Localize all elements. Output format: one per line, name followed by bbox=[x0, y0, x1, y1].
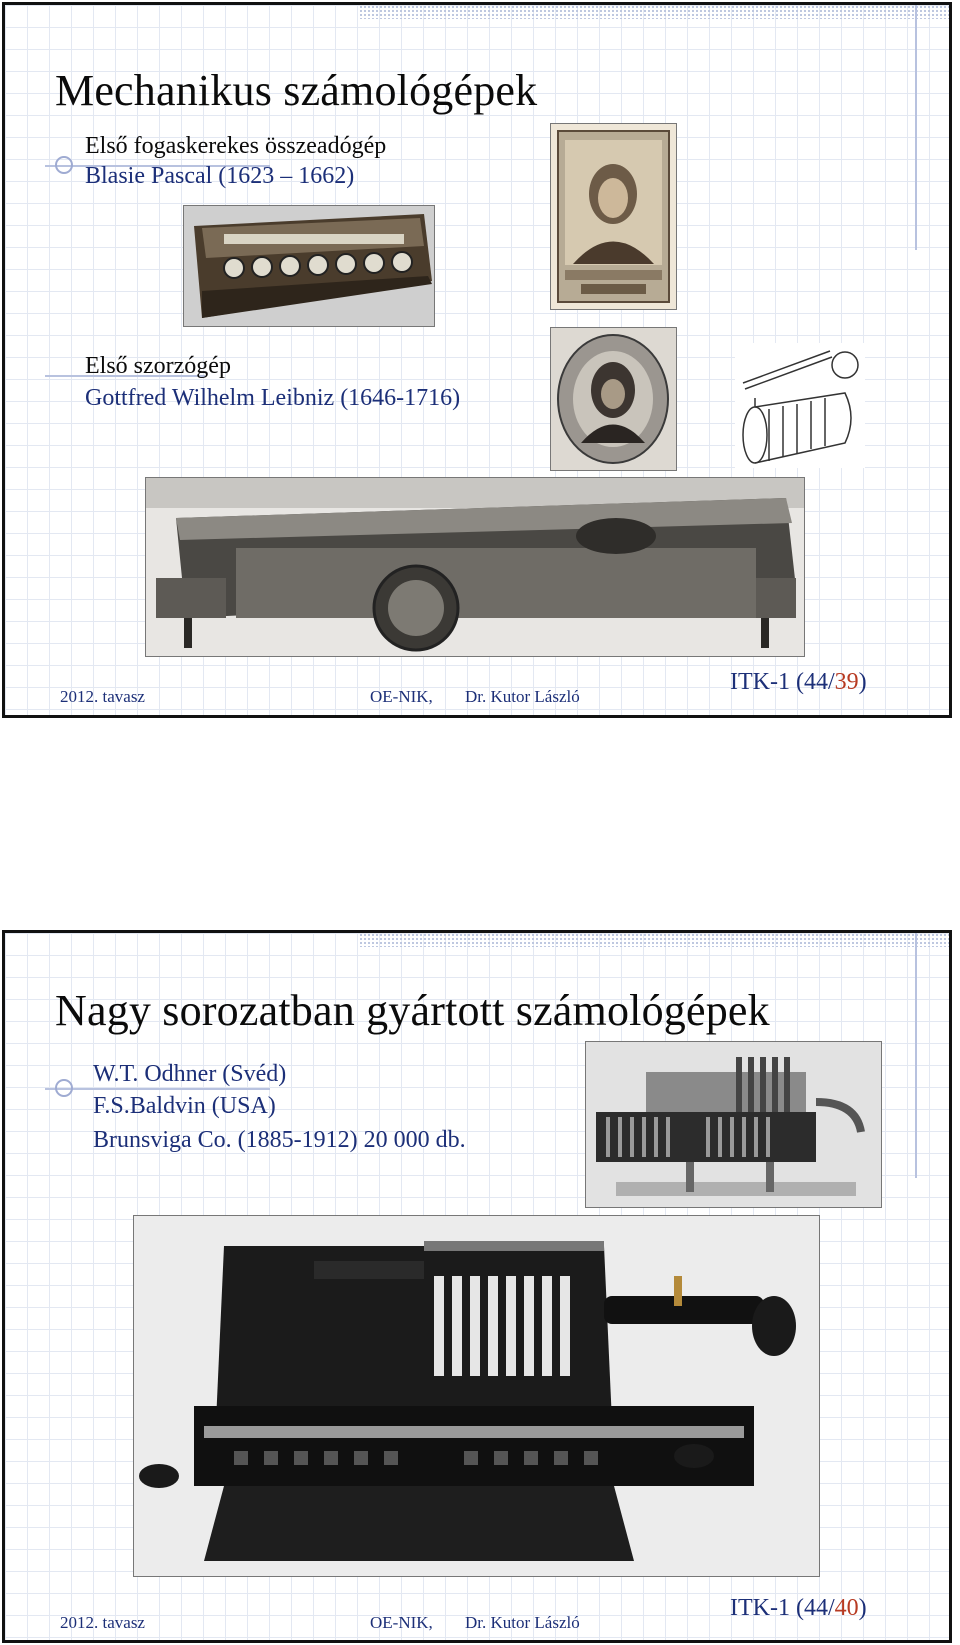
odhner-calculator-photo bbox=[133, 1215, 820, 1577]
decorative-vertical-line bbox=[915, 5, 917, 250]
decorative-circle-icon bbox=[55, 156, 73, 174]
manufacturer-line: Brunsviga Co. (1885-1912) 20 000 db. bbox=[93, 1127, 466, 1153]
page-number: ITK-1 (44/40) bbox=[730, 1595, 867, 1621]
leibniz-portrait-medallion bbox=[550, 327, 677, 471]
stepped-drum-diagram bbox=[735, 343, 865, 468]
footer-institution: OE-NIK, bbox=[370, 687, 433, 706]
subheading: Első fogaskerekes összeadógép bbox=[85, 133, 387, 159]
decorative-vertical-line bbox=[915, 933, 917, 1178]
decorative-dot-band bbox=[359, 5, 949, 19]
page-number: ITK-1 (44/39) bbox=[730, 669, 867, 695]
decorative-horizontal-line bbox=[45, 1088, 270, 1090]
footer-author: Dr. Kutor László bbox=[465, 687, 580, 706]
subheading: Első szorzógép bbox=[85, 353, 231, 379]
inventor-line: Blasie Pascal (1623 – 1662) bbox=[85, 163, 355, 189]
manufacturer-line: W.T. Odhner (Svéd) bbox=[93, 1061, 287, 1087]
leibniz-machine-photo bbox=[145, 477, 805, 657]
footer-institution: OE-NIK, bbox=[370, 1613, 433, 1632]
footer-author: Dr. Kutor László bbox=[465, 1613, 580, 1632]
odhner-mechanism-photo bbox=[585, 1041, 882, 1208]
pascal-stamp-image bbox=[550, 123, 677, 310]
pascaline-photo bbox=[183, 205, 435, 327]
decorative-dot-band bbox=[359, 933, 949, 947]
slide-2 bbox=[2, 930, 952, 1643]
footer-semester: 2012. tavasz bbox=[60, 1613, 145, 1632]
manufacturer-line: F.S.Baldvin (USA) bbox=[93, 1093, 276, 1119]
footer-semester: 2012. tavasz bbox=[60, 687, 145, 706]
slide-title: Mechanikus számológépek bbox=[55, 66, 538, 115]
decorative-circle-icon bbox=[55, 1079, 73, 1097]
slide-1 bbox=[2, 2, 952, 718]
inventor-line: Gottfred Wilhelm Leibniz (1646-1716) bbox=[85, 385, 461, 411]
slide-title: Nagy sorozatban gyártott számológépek bbox=[55, 986, 770, 1035]
